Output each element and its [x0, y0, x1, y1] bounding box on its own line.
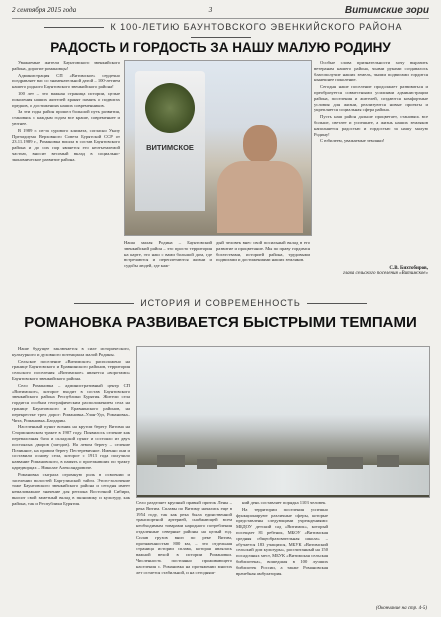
article1-column1: Уважаемые жители Баунтовского эвенкийского района, дорогие романовцы! Администрация СП «Витимское» сердечно поздравляет вас со знаменательной датой – 100-летием нашего родного Баунтовского эвенкийского района! 100 лет – это важная страница истории, целые поколения наших жителей хранят память о подвигах предков, о достижениях наших современников. За эти годы район прошел большой путь развития, становясь с каждым годом все краше, современнее и уютнее. В 1989 г. из-за сурового климата, согласно Указу Президиума Верховного Совета Бурятской ССР от 23.11.1989 г., Романовка вошла в состав Баунтовского района и до сих пор является его неотъемлемой частью, вносит весомый вклад в социально-экономическое развитие района.: [12, 60, 120, 162]
river: [137, 465, 429, 495]
kicker-rule: [307, 303, 367, 304]
person-body: [217, 161, 303, 233]
article2-column2: Село разделяет крупный правый приток Лены – река Витим. Сплавы по Витиму начались еще в 1954 году, так как река была единственной транспортной артерией, снабжающей всем необходимым товарами народного потребления отдаленные северные районы на целый год. Сплав грузов вниз по реке Витим, протяженностью 800 км, – это отдельная страница истории сплава, которая являлась важной вехой в истории Романовки. Численность постоянно проживающего населения с. Романовка на протяжении многих лет остается стабильной, и на сегодняш-: [136, 500, 232, 575]
building: [157, 455, 185, 467]
person-head: [243, 125, 277, 163]
kicker-rule: [74, 303, 134, 304]
kicker-rule: [44, 27, 104, 28]
section2-kicker: ИСТОРИЯ И СОВРЕМЕННОСТЬ: [12, 298, 429, 308]
article2-photo: [136, 346, 430, 498]
section1-kicker: К 100-ЛЕТИЮ БАУНТОВСКОГО ЭВЕНКИЙСКОГО РАЙОНА: [12, 22, 429, 42]
section2-headline: РОМАНОВКА РАЗВИВАЕТСЯ БЫСТРЫМИ ТЕМПАМИ: [24, 314, 417, 331]
issue-date: 2 сентября 2015 года: [12, 6, 77, 14]
article1-column3: Особые слова признательности хочу выразить ветеранам нашего района, чьими руками создавалось благополучие наших земель, чьими подвигами гордится нынешнее поколение. Сегодня наше поселение продолжает развиваться и преобразуется совместными усилиями администрации района, поселения и жителей, создаются комфортные условия для жизни, реализуются новые проекты и укрепляется социальная сфера района. Пусть наш район дальше процветает, становясь все больше, светлее и успешнее, а жизнь наших земляков наполняется радостью и гордостью за нашу малую Родину! С юбилеем, уважаемые земляки!: [314, 60, 428, 144]
article1-photo: [124, 60, 312, 236]
building: [377, 455, 399, 467]
page-header: [12, 2, 429, 19]
signature-name: С.В. Бихтобиров,: [389, 266, 428, 271]
article2-column1: Наше будущее заключается в силе исторического, культурного и духовного потенциала малой Родины. Сельское поселение «Витимское» расположено на границе Баунтовского и Еравнинского районов, территория сельского поселения «Витимское» является «воротами» Баунтовского эвенкийского района. Село Романовка – административный центр СП «Витимское», которое входит в состав Баунтовского эвенкийского района Республики Бурятия. Жители села гордятся особым географическим расположением села на границе Баунтовского и Еравнинского районов, на перекрестке трех дорог: Романовка–Улан-Удэ, Романовка–Чита, Романовка–Багдарин. Населенный пункт возник на крутом берегу Витима на Стормоновском тракте в 1907 году. Появилось селение как перевалочная база и складской пункт и состояло из двух постоялых дворов (заездов). На левом берегу – селение Починное, на правом берегу Пестеревичное. Именно они и составили основу села, которое с 1913 года получило название Романовского, в память о проезжавших по тракту царедворцах – Николае Александровиче. Романовка сыграла огромную роль в освоении и заселении волостей Баргузинской тайги. Этого-золочение тоже Баунтовского эвенкийского района и сегодня имеет немаловажное значение для региона Восточной Сибири, вносит свой заметный вклад в экономику и культуру, как района, так и Республики Бурятия.: [12, 346, 130, 506]
building: [197, 459, 217, 469]
article2-column3: ний день составляет порядка 1103 человек. На территории поселения успешно функционируют различные сферы, которые представлены следующими учреждениями: МБДОУ детский сад «Витимок», который посещает 81 ребенок, МБОУ «Витимская средняя общеобразовательная школа» – обучается 183 учащихся, МБУК «Витимский сельский дом культуры», рассчитанный на 150 посадочных мест, МБУК «Витимская сельская библиотека», вошедшая в 100 лучших библиотек России, а также Романовская врачебная амбулатория.: [236, 500, 328, 576]
building: [327, 457, 363, 469]
monument-emblem: [145, 83, 195, 133]
signature: [314, 266, 428, 276]
photo-caption: Наша малая Родина – Баунтовский эвенкийский район – это просто территория на карте, это наш с вами большой дом, где встречаются и переплетаются жизни и судьбы людей, где каж-: [124, 240, 212, 269]
signature-title: глава сельского поселения «Витимское»: [342, 271, 428, 276]
kicker-rule: [191, 37, 251, 38]
article1-column-mid: дый человек внес свой посильный вклад в его развитие и процветание. Мы по праву гордимся богатствами, историей района, трудовыми подвигами и достижениями наших земляков.: [216, 240, 310, 263]
section1-headline: РАДОСТЬ И ГОРДОСТЬ ЗА НАШУ МАЛУЮ РОДИНУ: [50, 40, 391, 55]
page-number: 3: [208, 6, 213, 14]
monument-label: ВИТИМСКОЕ: [146, 143, 194, 152]
continued-note: (Окончание на стр. 4-5): [375, 606, 427, 611]
paper-name: Витимские зори: [344, 4, 429, 16]
